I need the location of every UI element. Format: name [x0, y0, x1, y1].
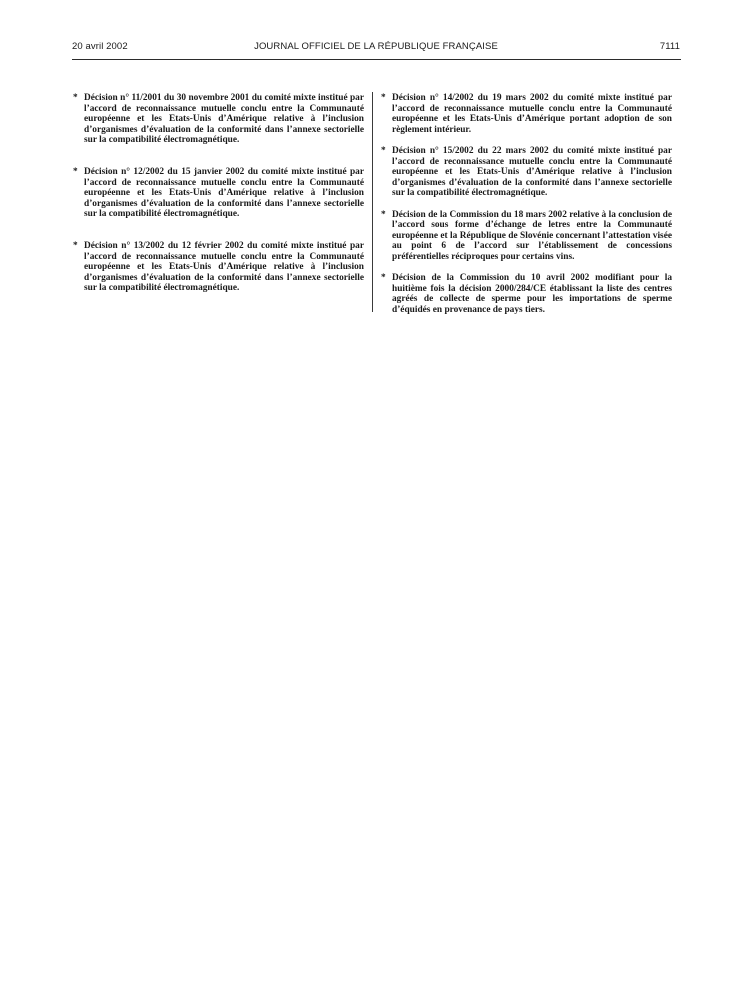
item-text: Décision de la Commission du 10 avril 2002 modifiant pour la huitième fois la décision 2000/284/CE établissant la liste des centres agréés de collecte de sperme pour les importations de sperme d’équidés en provenance de pays tiers.	[392, 273, 672, 315]
item-text: Décision n° 12/2002 du 15 janvier 2002 du comité mixte institué par l’accord de reconnaissance mutuelle conclu entre la Communauté européenne et les Etats-Unis d’Amérique relative à l’inclusion d’organismes d’évaluation de la conformité dans l’annexe sectorielle sur la compatibilité électromagnétique.	[84, 166, 364, 220]
list-item	[73, 240, 364, 294]
page-header	[72, 41, 680, 57]
list-item	[381, 145, 672, 199]
bullet-marker: *	[73, 93, 78, 103]
header-rule	[72, 59, 681, 60]
bullet-marker: *	[381, 93, 386, 103]
bullet-marker: *	[381, 273, 386, 284]
bullet-marker: *	[73, 240, 78, 251]
bullet-marker: *	[381, 145, 386, 156]
item-text: Décision n° 14/2002 du 19 mars 2002 du comité mixte institué par l’accord de reconnaissance mutuelle conclu entre la Communauté européenne et les Etats-Unis d’Amérique portant adoption de son règlement intérieur.	[392, 93, 672, 135]
journal-title: JOURNAL OFFICIEL DE LA RÉPUBLIQUE FRANÇAISE	[254, 41, 498, 52]
bullet-marker: *	[381, 209, 386, 220]
list-item	[381, 273, 672, 315]
header-date: 20 avril 2002	[72, 41, 128, 52]
list-item	[73, 93, 364, 146]
column-separator	[372, 92, 373, 312]
item-text: Décision n° 15/2002 du 22 mars 2002 du comité mixte institué par l’accord de reconnaissance mutuelle conclu entre la Communauté européenne et les Etats-Unis d’Amérique relative à l’inclusion d’organismes d’évaluation de la conformité dans l’annexe sectorielle sur la compatibilité électromagnétique.	[392, 145, 672, 199]
bullet-marker: *	[73, 166, 78, 177]
list-item	[381, 209, 672, 263]
item-text: Décision n° 13/2002 du 12 février 2002 du comité mixte institué par l’accord de reconnaissance mutuelle conclu entre la Communauté européenne et les Etats-Unis d’Amérique relative à l’inclusion d’organismes d’évaluation de la conformité dans l’annexe sectorielle sur la compatibilité électromagnétique.	[84, 240, 364, 294]
item-text: Décision de la Commission du 18 mars 2002 relative à la conclusion de l’accord sous forme d’échange de letres entre la Communauté européenne et la République de Slovénie concernant l’attestation visée au point 6 de l’accord sur l’établissement de concessions préférentielles réciproques pour certains vins.	[392, 209, 672, 262]
page-number: 7111	[659, 41, 680, 52]
right-column	[381, 93, 672, 326]
list-item	[73, 166, 364, 220]
item-text: Décision n° 11/2001 du 30 novembre 2001 du comité mixte institué par l’accord de reconnaissance mutuelle conclu entre la Communauté européenne et les Etats-Unis d’Amérique relative à l’inclusion d’organismes d’évaluation de la conformité dans l’annexe sectorielle sur la compatibilité électromagnétique.	[84, 93, 364, 146]
left-column	[73, 93, 364, 315]
list-item	[381, 93, 672, 135]
